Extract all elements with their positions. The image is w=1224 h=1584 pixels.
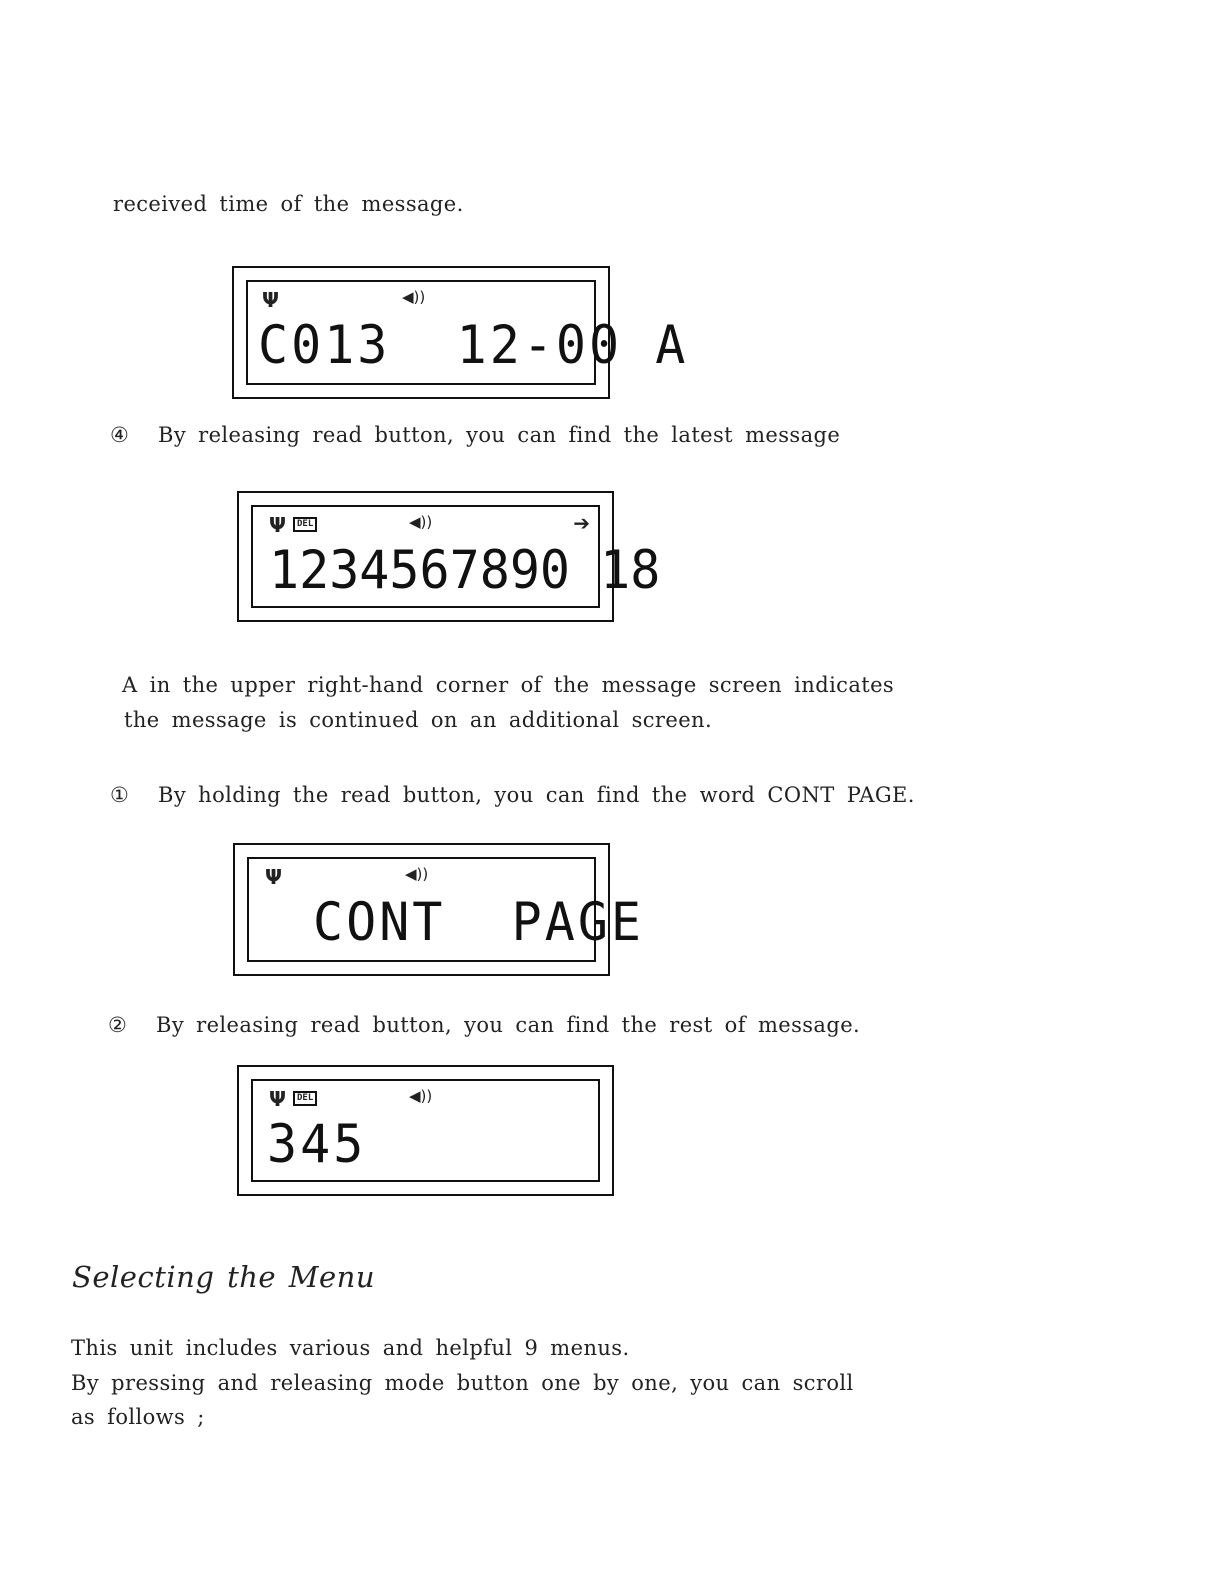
section-heading: Selecting the Menu: [72, 1260, 376, 1294]
antenna-icon: Ψ: [269, 513, 286, 537]
delete-badge-icon: DEL: [293, 1091, 317, 1106]
step-number: ①: [110, 783, 130, 807]
lcd-segment-text: C013 12-00 A: [258, 314, 689, 376]
intro-line: received time of the message.: [113, 192, 464, 216]
speaker-icon: ◀)): [409, 513, 433, 531]
lcd-segment-text: 345: [267, 1113, 367, 1175]
step-2: [108, 1013, 860, 1037]
paragraph-line: the message is continued on an additional screen.: [124, 708, 713, 732]
step-text: By releasing read button, you can find the latest message: [158, 423, 841, 447]
delete-badge-icon: DEL: [293, 517, 317, 532]
antenna-icon: Ψ: [269, 1087, 286, 1111]
lcd-display-rest: [237, 1065, 614, 1196]
step-4: [110, 423, 840, 447]
paragraph-line: By pressing and releasing mode button one by one, you can scroll: [71, 1371, 854, 1395]
paragraph-line: This unit includes various and helpful 9 menus.: [71, 1336, 630, 1360]
speaker-icon: ◀)): [409, 1087, 433, 1105]
lcd-segment-text: CONT PAGE: [313, 891, 645, 953]
antenna-icon: Ψ: [262, 288, 279, 312]
step-text: By releasing read button, you can find the rest of message.: [156, 1013, 861, 1037]
speaker-icon: ◀)): [405, 865, 429, 883]
step-text: By holding the read button, you can find the word CONT PAGE.: [158, 783, 915, 807]
lcd-screen: [251, 505, 661, 608]
step-1: [110, 783, 915, 807]
lcd-screen: [246, 280, 689, 385]
step-number: ④: [110, 423, 130, 447]
step-number: ②: [108, 1013, 128, 1037]
speaker-icon: ◀)): [402, 288, 426, 306]
lcd-segment-text: 1234567890 18: [269, 539, 661, 601]
paragraph-line: A in the upper right-hand corner of the message screen indicates: [122, 673, 895, 697]
lcd-display-time: [232, 266, 689, 399]
right-arrow-icon: ➔: [573, 511, 590, 535]
lcd-screen: [251, 1079, 600, 1182]
antenna-icon: Ψ: [265, 865, 282, 889]
paragraph-line: as follows ;: [71, 1405, 205, 1429]
lcd-display-cont-page: [233, 843, 645, 976]
lcd-display-message: [237, 491, 661, 622]
lcd-screen: [247, 857, 645, 962]
